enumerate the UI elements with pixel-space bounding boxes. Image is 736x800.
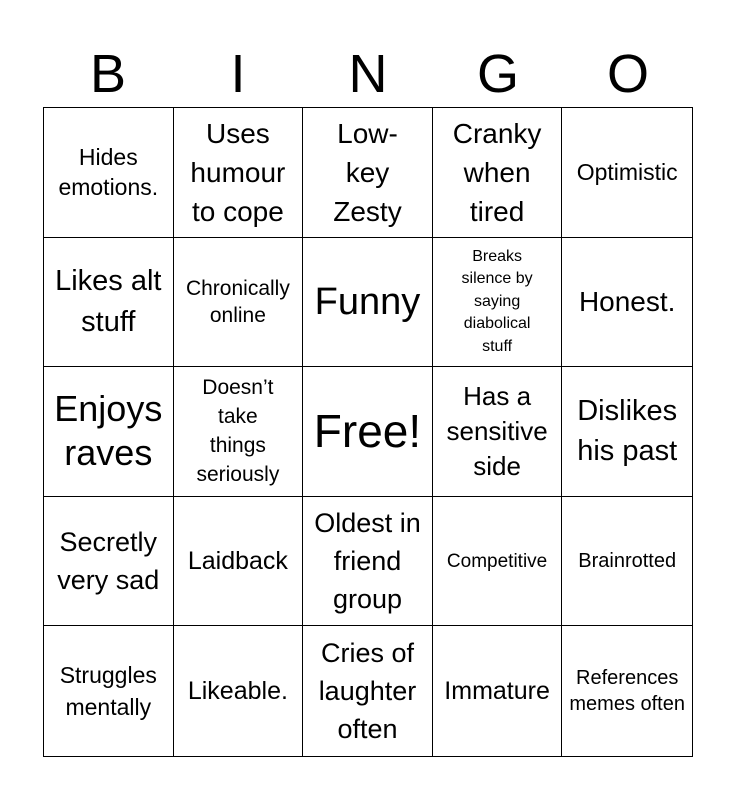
cell-label: Dislikes his past [577, 395, 678, 468]
cell-label: Funny [314, 280, 421, 323]
cell-label: Cries of laughter often [318, 638, 417, 745]
cell-label: Oldest in friend group [314, 508, 421, 615]
cell-label: Competitive [446, 550, 548, 572]
bingo-cell[interactable] [562, 108, 692, 238]
cell-label: Hides emotions. [58, 144, 159, 201]
bingo-cell[interactable] [562, 626, 692, 756]
cell-label: Honest. [578, 285, 676, 317]
cell-label: Brainrotted [578, 549, 677, 572]
bingo-cell[interactable] [174, 626, 304, 756]
bingo-cell[interactable] [44, 367, 174, 497]
bingo-cell[interactable] [174, 367, 304, 497]
cell-label: Cranky when tired [452, 117, 542, 227]
bingo-cell[interactable] [174, 238, 304, 368]
cell-label: Uses humour to cope [190, 117, 286, 227]
cell-label: Likeable. [187, 677, 288, 706]
bingo-cell[interactable] [174, 497, 304, 627]
bingo-cell[interactable] [303, 238, 433, 368]
bingo-cell[interactable] [433, 367, 563, 497]
header-letter-o: O [606, 44, 649, 104]
cell-label: Struggles mentally [59, 662, 157, 721]
cell-label: Breaks silence by saying diabolical stuff [461, 247, 533, 355]
bingo-cell[interactable] [303, 108, 433, 238]
bingo-cell[interactable] [562, 497, 692, 627]
cell-label: Laidback [187, 547, 288, 576]
header-letter-b: B [89, 44, 127, 104]
cell-label: Optimistic [576, 159, 678, 186]
bingo-cell[interactable] [44, 497, 174, 627]
bingo-header [43, 40, 693, 108]
bingo-cell[interactable] [433, 238, 563, 368]
bingo-cell[interactable] [562, 238, 692, 368]
cell-label: Immature [444, 677, 550, 706]
bingo-cell[interactable] [44, 238, 174, 368]
bingo-cell[interactable] [433, 626, 563, 756]
bingo-cell[interactable] [562, 367, 692, 497]
header-letter-n: N [348, 44, 388, 104]
cell-label: References memes often [569, 667, 685, 716]
cell-label: Has a sensitive side [446, 380, 548, 481]
free-space-label: Free! [313, 405, 422, 458]
cell-label: Enjoys raves [54, 388, 163, 474]
header-letter-g: G [476, 44, 519, 104]
bingo-cell[interactable] [44, 626, 174, 756]
bingo-board [43, 107, 693, 757]
bingo-cell[interactable] [44, 108, 174, 238]
bingo-cell[interactable] [303, 626, 433, 756]
cell-label: Chronically online [185, 276, 290, 327]
cell-label: Doesn’t take things seriously [196, 376, 280, 487]
cell-label: Likes alt stuff [55, 264, 162, 338]
bingo-cell[interactable] [174, 108, 304, 238]
header-letter-i: I [230, 44, 246, 104]
bingo-cell[interactable] [433, 497, 563, 627]
bingo-cell[interactable] [303, 497, 433, 627]
cell-label: Low-key Zesty [333, 117, 402, 227]
cell-label: Secretly very sad [57, 527, 160, 596]
bingo-cell[interactable] [433, 108, 563, 238]
bingo-cell[interactable] [303, 367, 433, 497]
